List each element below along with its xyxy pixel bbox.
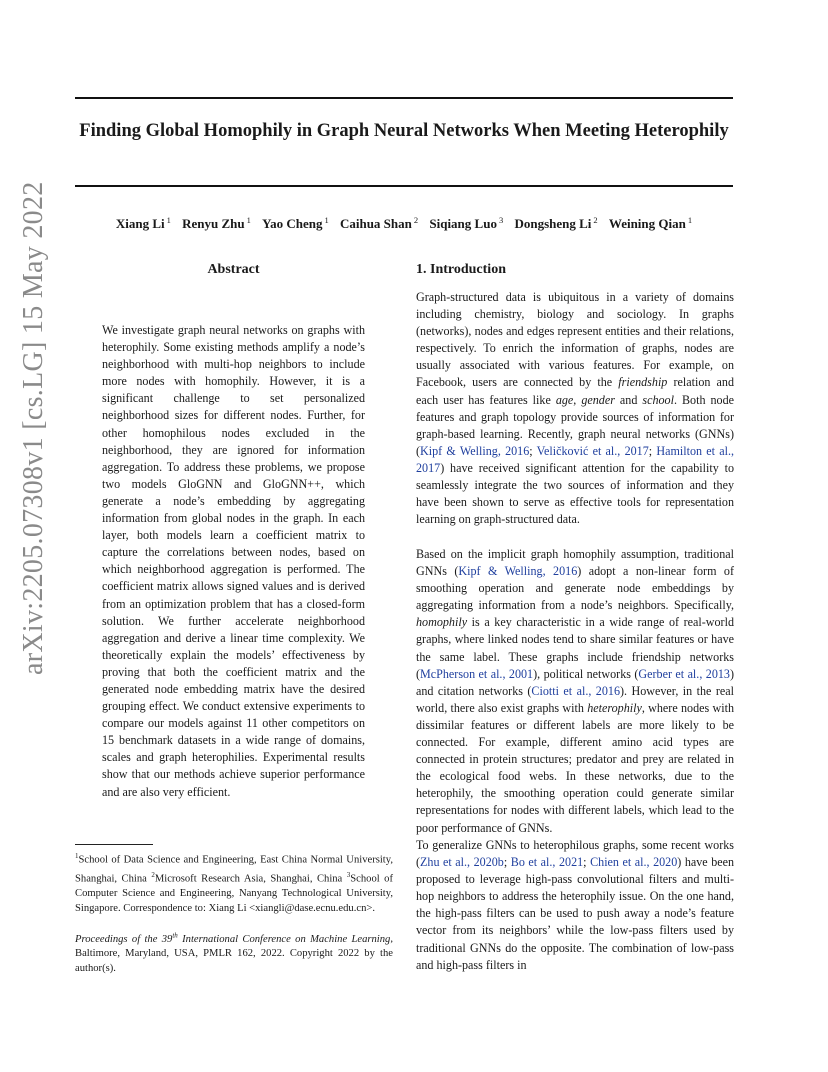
title-rule-bottom [75,185,733,187]
citation-link[interactable]: McPherson et al., 2001 [420,666,534,681]
author: Dongsheng Li $^2$ [514,215,598,232]
intro-paragraph-3: To generalize GNNs to heterophilous graphs, some recent works (Zhu et al., 2020b; Bo et al., 2021; Chien et al., 2020) have been proposed to leverage high-pass convolutional filters and multi-hop neighbors to address the heterophily issue. On the one hand, the high-pass filters can be used to push away a node’s feature vector from its neighbors’ while the low-pass filters used by traditional GNNs do the opposite. The combination of low-pass and high-pass filters in [416,838,735,972]
intro-paragraph-1: Graph-structured data is ubiquitous in a variety of domains including chemistry, biology and sociology. In graphs (networks), nodes and edges represent entities and their relations, respectively. To enrich the information of graphs, nodes are usually associated with various features. For example, on Facebook, users are connected by the friendship relation and each user has features like age, gender and school. Both node features and graph topology provide sources of information for graph-based learning. Recently, graph neural networks (GNNs) (Kipf & Welling, 2016; Veličković et al., 2017; Hamilton et al., 2017) have received significant attention for the capability to seamlessly integrate the two sources of information and they have been shown to serve as effective tools for representation learning on graph-structured data. [416,290,735,527]
introduction-heading: 1. Introduction [416,262,506,277]
citation-link[interactable]: Ciotti et al., 2016 [531,683,620,698]
abstract-heading: Abstract [207,262,260,277]
citation-link[interactable]: Bo et al., 2021 [510,855,584,870]
citation-link[interactable]: Veličković et al., 2017 [536,443,649,458]
proceedings-note: Proceedings of the 39th International Conference on Machine Learning, Baltimore, Maryland, USA, PMLR 162, 2022. Copyright 2022 by the author(s). [75,931,393,974]
citation-link[interactable]: Chien et al., 2020 [590,855,678,870]
author: Xiang Li $^1$ [115,215,171,232]
author: Caihua Shan $^2$ [339,215,419,232]
arxiv-stamp: arXiv:2205.07308v1 [cs.LG] 15 May 2022 [18,181,49,675]
author: Yao Cheng $^1$ [262,215,329,232]
author: Renyu Zhu $^1$ [182,215,251,232]
affiliation-footnote: $^1$School of Data Science and Engineering, East China Normal University, Shanghai, China $^2$Microsoft Research Asia, Shanghai, China $^3$School of Computer Science and Engineering, Nanyang Technological University, Singapore. Correspondence to: Xiang Li <xiangli@dase.ecnu.edu.cn>. [75,852,393,914]
author-list [75,215,733,232]
citation-link[interactable]: Kipf & Welling, 2016 [420,443,530,458]
author: Weining Qian $^1$ [608,215,693,232]
author: Siqiang Luo $^3$ [429,215,504,232]
intro-paragraph-2: Based on the implicit graph homophily assumption, traditional GNNs (Kipf & Welling, 2016) adopt a non-linear form of smoothing operation and generate node embeddings by aggregating information from a node’s neighbors. Specifically, homophily is a key characteristic in a wide range of real-world graphs, where linked nodes tend to share similar features or have the same label. These graphs include friendship networks (McPherson et al., 2001), political networks (Gerber et al., 2013) and citation networks (Ciotti et al., 2016). However, in the real world, there also exist graphs with heterophily, where nodes with dissimilar features or different labels are more likely to be connected. For example, different amino acid types are connected in protein structures; predator and prey are related in the ecological food webs. In these networks, due to the heterophily, the smoothing operation could generate similar representations for nodes with different labels, which lead to the poor performance of GNNs. [416,547,734,835]
abstract-text: We investigate graph neural networks on graphs with heterophily. Some existing methods amplify a node’s neighborhood with multi-hop neighbors to include more nodes with homophily. However, it is a significant challenge to set personalized neighborhood sizes for different nodes. Further, for other homophilous nodes excluded in the neighborhood, they are ignored for information aggregation. To address these problems, we propose two models GloGNN and GloGNN++, which generate a node’s embedding by aggregating information from global nodes in the graph. In each layer, both models learn a coefficient matrix to capture the correlations between nodes, based on which neighborhood aggregation is performed. The coefficient matrix allows signed values and is derived from an optimization problem that has a closed-form solution. We further accelerate neighborhood aggregation and derive a linear time complexity. We theoretically explain the models’ effectiveness by proving that both the coefficient matrix and the generated node embedding matrix have the desired grouping effect. We conduct extensive experiments to compare our models against 11 other competitors on 15 benchmark datasets in a wide range of domains, scales and graph heterophilies. Experimental results show that our methods achieve superior performance and are also very efficient. [102,323,365,799]
citation-link[interactable]: Kipf & Welling, 2016 [458,564,578,579]
footnote-rule [75,844,153,845]
title-rule-top [75,97,733,99]
citation-link[interactable]: Hamilton et al., 2017 [416,443,735,475]
citation-link[interactable]: Zhu et al., 2020b [420,855,504,870]
citation-link[interactable]: Gerber et al., 2013 [638,666,730,681]
paper-title: Finding Global Homophily in Graph Neural Networks When Meeting Heterophily [79,121,729,141]
